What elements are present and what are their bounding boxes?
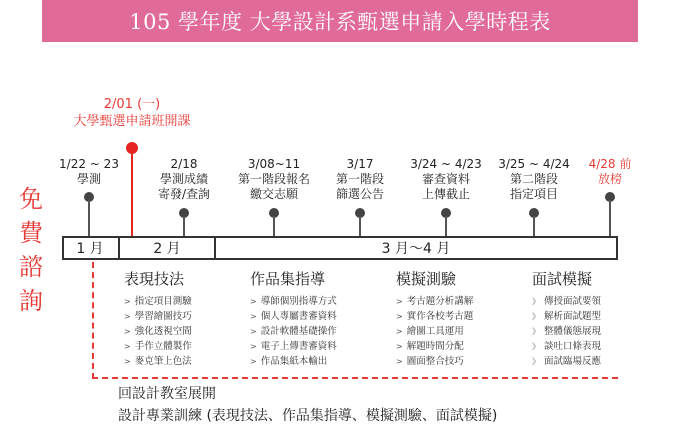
category-mock-test — [396, 268, 546, 369]
list-item: > 電子上傳書審資料 — [250, 341, 337, 352]
event-date: 2/18 — [170, 157, 198, 171]
list-item: > 考古題分析講解 — [396, 296, 474, 307]
bullet-icon: > — [124, 327, 131, 336]
event-label: 第二階段 — [509, 172, 558, 186]
category-items — [250, 294, 400, 369]
category-interview — [532, 268, 672, 369]
list-item: > 設計軟體基礎操作 — [250, 326, 337, 337]
bullet-icon: > — [250, 312, 257, 321]
event-line — [445, 216, 447, 236]
bullet-icon: > — [250, 297, 257, 306]
category-title: 面試模擬 — [532, 270, 593, 288]
event-label: 第一階段報名 — [237, 172, 310, 186]
timeline-segment-mar-apr — [216, 236, 616, 260]
list-item: 》 談吐口條表現 — [532, 341, 602, 352]
special-event-label: 大學甄選申請班開課 — [73, 114, 191, 129]
list-item: > 手作立體製作 — [124, 341, 192, 352]
bullet-icon: 》 — [532, 342, 540, 351]
event-line — [183, 216, 185, 236]
title-banner — [42, 0, 638, 42]
list-item: 》 傳授面試要領 — [532, 296, 602, 307]
bullet-icon: 》 — [532, 312, 540, 321]
category-items — [532, 294, 672, 369]
special-event-date: 2/01 (一) — [103, 97, 161, 112]
bullet-icon: > — [396, 342, 403, 351]
event-date: 3/24 ~ 4/23 — [410, 157, 482, 171]
list-item: > 學習繪圖技巧 — [124, 311, 192, 322]
event-date: 1/22 ~ 23 — [59, 157, 119, 171]
event-label: 上傳截止 — [421, 187, 470, 201]
segment-label: 2 月 — [153, 241, 181, 257]
footer-note — [118, 383, 497, 427]
event-line — [609, 200, 611, 236]
event-label: 指定項目 — [509, 187, 558, 201]
event-label: 繳交志願 — [249, 187, 298, 201]
event-label: 第一階段 — [335, 172, 384, 186]
bullet-icon: > — [250, 357, 257, 366]
event-date: 4/28 前 — [588, 157, 632, 171]
side-char: 費 — [19, 219, 43, 247]
list-item: > 圖面整合技巧 — [396, 356, 464, 367]
event-line — [273, 216, 275, 236]
bullet-icon: > — [124, 342, 131, 351]
page-title: 105 學年度 大學設計系甄選申請入學時程表 — [129, 10, 551, 34]
event-line — [533, 216, 535, 236]
timeline-segment-jan — [62, 236, 118, 260]
bullet-icon: 》 — [532, 327, 540, 336]
free-consult-label — [14, 182, 48, 318]
bullet-icon: > — [396, 312, 403, 321]
event-date: 3/17 — [346, 157, 374, 171]
bullet-icon: > — [396, 297, 403, 306]
event-7 — [550, 157, 670, 187]
special-event — [42, 96, 222, 130]
category-title: 作品集指導 — [250, 270, 326, 288]
segment-label: 1 月 — [76, 241, 104, 257]
event-label: 學測成績 — [159, 172, 208, 186]
bullet-icon: > — [124, 312, 131, 321]
footer-line: 設計專業訓練 (表現技法、作品集指導、模擬測驗、面試模擬) — [118, 408, 498, 424]
event-line — [359, 216, 361, 236]
side-char: 詢 — [19, 287, 43, 315]
bullet-icon: > — [396, 327, 403, 336]
category-items — [396, 294, 546, 369]
event-date: 3/25 ~ 4/24 — [498, 157, 570, 171]
list-item: 》 解析面試題型 — [532, 311, 602, 322]
category-title: 模擬測驗 — [396, 270, 457, 288]
event-label: 放榜 — [597, 172, 622, 186]
dashed-connector-horizontal — [92, 377, 618, 379]
list-item: > 個人專屬書審資料 — [250, 311, 337, 322]
list-item: > 作品集紙本輸出 — [250, 356, 328, 367]
list-item: 》 面試臨場反應 — [532, 356, 602, 367]
side-char: 諮 — [19, 253, 43, 281]
list-item: > 強化透視空間 — [124, 326, 192, 337]
bullet-icon: 》 — [532, 297, 540, 306]
bullet-icon: 》 — [532, 357, 540, 366]
bullet-icon: > — [250, 327, 257, 336]
event-label: 學測 — [76, 172, 101, 186]
event-label: 寄發/查詢 — [157, 187, 211, 201]
bullet-icon: > — [250, 342, 257, 351]
bullet-icon: > — [124, 357, 131, 366]
event-date: 3/08~11 — [247, 157, 301, 171]
side-char: 免 — [19, 185, 43, 213]
segment-label: 3 月～4 月 — [381, 241, 451, 257]
footer-line: 回設計教室展開 — [118, 386, 216, 402]
event-line — [88, 200, 90, 236]
category-title: 表現技法 — [124, 270, 185, 288]
list-item: > 實作各校考古題 — [396, 311, 474, 322]
dashed-connector-vertical — [92, 262, 94, 379]
list-item: > 解題時間分配 — [396, 341, 464, 352]
event-label: 審查資料 — [421, 172, 470, 186]
bullet-icon: > — [124, 297, 131, 306]
event-label: 篩選公告 — [335, 187, 384, 201]
list-item: > 導師個別指導方式 — [250, 296, 337, 307]
list-item: > 指定項目測驗 — [124, 296, 192, 307]
list-item: > 麥克筆上色法 — [124, 356, 192, 367]
timeline-segment-feb — [120, 236, 214, 260]
list-item: 》 整體儀態展現 — [532, 326, 602, 337]
bullet-icon: > — [396, 357, 403, 366]
category-portfolio — [250, 268, 400, 369]
list-item: > 繪圖工具運用 — [396, 326, 464, 337]
